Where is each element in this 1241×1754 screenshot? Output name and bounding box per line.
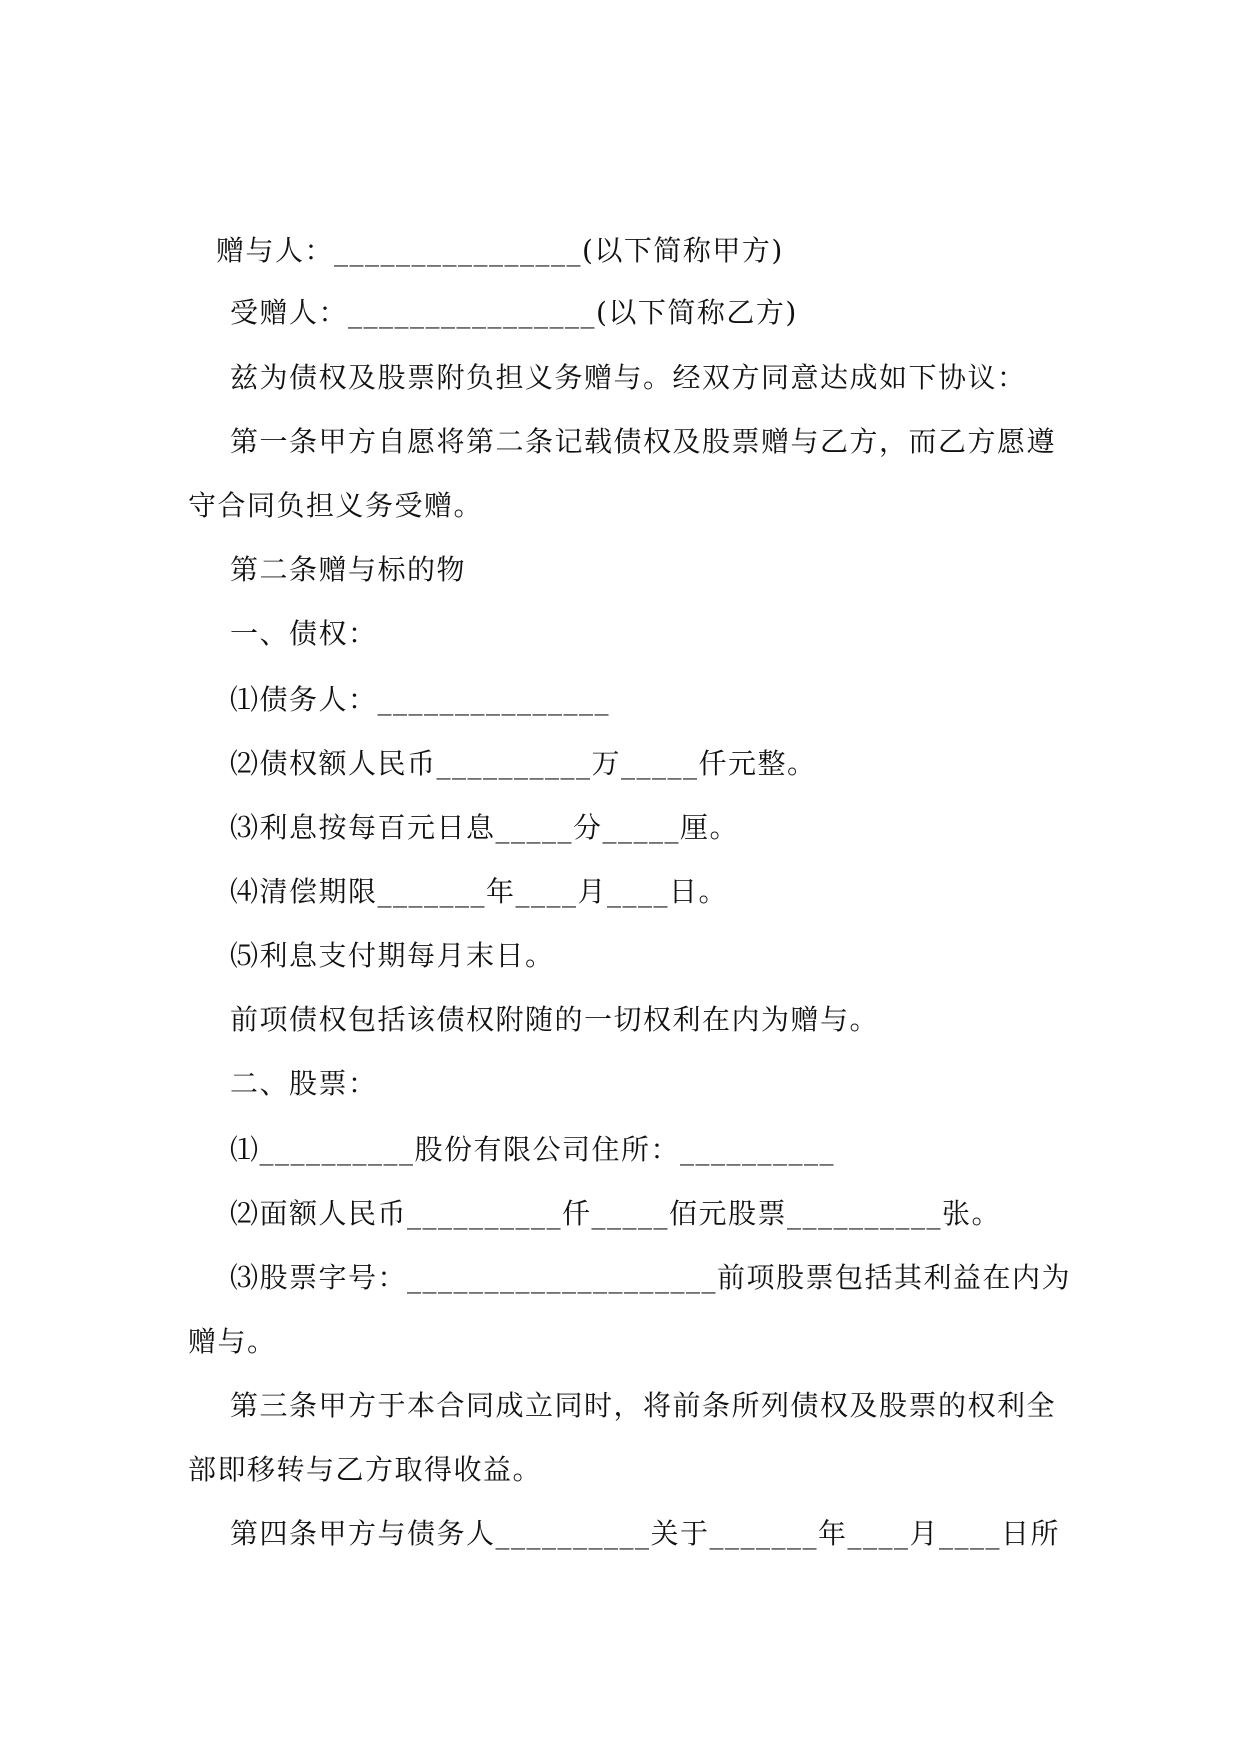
debt-item-4: ⑷清偿期限_______年____月____日。 <box>230 875 729 908</box>
article-2-heading: 第二条赠与标的物 <box>230 553 467 586</box>
donor-line: 赠与人：________________(以下简称甲方) <box>216 234 784 267</box>
preamble-line: 兹为债权及股票附负担义务赠与。经双方同意达成如下协议： <box>230 361 1027 394</box>
debt-item-5: ⑸利息支付期每月末日。 <box>230 939 555 972</box>
section-debt-heading: 一、债权： <box>230 617 378 650</box>
article-3-line-1: 第三条甲方于本合同成立同时，将前条所列债权及股票的权利全 <box>230 1389 1057 1422</box>
section-stock-heading: 二、股票： <box>230 1067 378 1100</box>
article-3-line-2: 部即移转与乙方取得收益。 <box>188 1453 543 1486</box>
debt-item-1: ⑴债务人：_______________ <box>230 683 611 716</box>
stock-item-3-line-2: 赠与。 <box>188 1325 277 1358</box>
debt-summary-line: 前项债权包括该债权附随的一切权利在内为赠与。 <box>230 1003 880 1036</box>
debt-item-2: ⑵债权额人民币__________万_____仟元整。 <box>230 747 817 780</box>
article-4-line-1: 第四条甲方与债务人__________关于_______年____月____日所 <box>230 1517 1061 1550</box>
recipient-line: 受赠人：________________(以下简称乙方) <box>230 296 798 329</box>
stock-item-2: ⑵面额人民币__________仟_____佰元股票__________张。 <box>230 1197 1002 1230</box>
debt-item-3: ⑶利息按每百元日息_____分_____厘。 <box>230 811 740 844</box>
article-1-line-1: 第一条甲方自愿将第二条记载债权及股票赠与乙方，而乙方愿遵 <box>230 425 1057 458</box>
article-1-line-2: 守合同负担义务受赠。 <box>188 489 484 522</box>
stock-item-3-line-1: ⑶股票字号：____________________前项股票包括其利益在内为 <box>230 1261 1072 1294</box>
stock-item-1: ⑴__________股份有限公司住所：__________ <box>230 1133 836 1166</box>
